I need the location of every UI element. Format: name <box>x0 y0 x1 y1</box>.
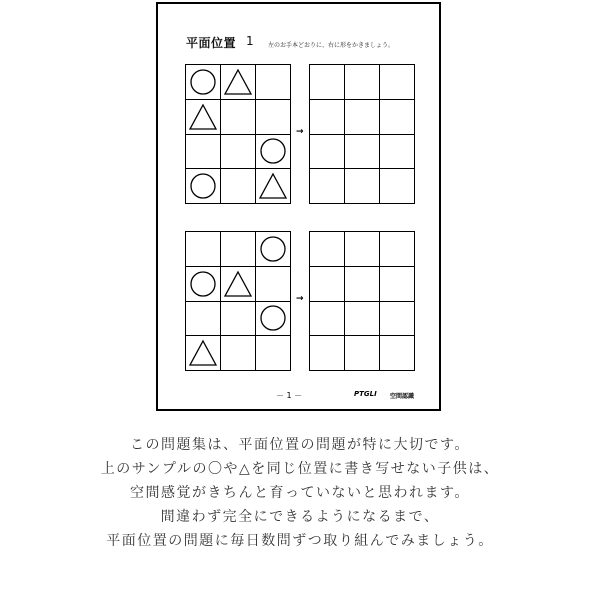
caption-line: 平面位置の問題に毎日数問ずつ取り組んでみましょう。 <box>106 533 494 549</box>
answer-cell[interactable] <box>380 65 415 100</box>
answer-cell[interactable] <box>345 100 380 135</box>
arrow-icon: → <box>296 294 304 304</box>
sample-cell <box>256 232 291 267</box>
circle-icon <box>188 171 218 201</box>
answer-cell[interactable] <box>345 169 380 204</box>
answer-cell[interactable] <box>345 135 380 170</box>
answer-cell[interactable] <box>345 336 380 371</box>
sample-cell <box>186 135 221 170</box>
circle-icon <box>258 303 288 333</box>
answer-cell[interactable] <box>380 232 415 267</box>
sample-cell <box>186 232 221 267</box>
sample-cell <box>221 267 256 302</box>
caption-line: この問題集は、平面位置の問題が特に大切です。 <box>130 437 470 453</box>
page-number: － 1 － <box>276 391 303 400</box>
caption-text <box>0 433 600 553</box>
sample-cell <box>256 169 291 204</box>
caption-line: 空間感覚がきちんと育っていないと思われます。 <box>130 485 470 501</box>
sample-cell <box>221 169 256 204</box>
answer-cell[interactable] <box>345 232 380 267</box>
circle-icon <box>188 269 218 299</box>
sample-cell <box>256 100 291 135</box>
answer-cell[interactable] <box>380 169 415 204</box>
triangle-icon <box>223 67 253 97</box>
sample-cell <box>221 232 256 267</box>
sample-cell <box>186 267 221 302</box>
triangle-icon <box>188 338 218 368</box>
sample-cell <box>186 100 221 135</box>
answer-cell[interactable] <box>345 267 380 302</box>
sample-cell <box>221 135 256 170</box>
answer-cell[interactable] <box>380 302 415 337</box>
sample-cell <box>186 169 221 204</box>
circle-icon <box>258 136 288 166</box>
sample-cell <box>221 302 256 337</box>
series-label: 空間認識 <box>390 393 415 400</box>
sample-cell <box>256 302 291 337</box>
sample-cell <box>221 65 256 100</box>
sample-cell <box>221 100 256 135</box>
caption-line: 上のサンプルの〇や△を同じ位置に書き写せない子供は、 <box>100 461 500 477</box>
sample-cell <box>256 65 291 100</box>
answer-cell[interactable] <box>310 302 345 337</box>
sample-cell <box>186 65 221 100</box>
triangle-icon <box>258 171 288 201</box>
triangle-icon <box>188 102 218 132</box>
answer-grid-1[interactable] <box>309 64 415 204</box>
sample-cell <box>221 336 256 371</box>
brand-logo: PTGLI <box>354 390 377 398</box>
sample-cell <box>186 302 221 337</box>
sample-cell <box>186 336 221 371</box>
answer-cell[interactable] <box>380 267 415 302</box>
triangle-icon <box>223 269 253 299</box>
circle-icon <box>188 67 218 97</box>
arrow-icon: → <box>296 127 304 137</box>
answer-cell[interactable] <box>380 336 415 371</box>
answer-cell[interactable] <box>310 232 345 267</box>
worksheet-number: 1 <box>246 34 254 48</box>
sample-grid-1 <box>185 64 291 204</box>
answer-cell[interactable] <box>310 100 345 135</box>
answer-cell[interactable] <box>380 135 415 170</box>
answer-cell[interactable] <box>345 302 380 337</box>
answer-cell[interactable] <box>380 100 415 135</box>
sample-cell <box>256 267 291 302</box>
worksheet-title: 平面位置 <box>186 36 237 50</box>
sample-grid-2 <box>185 231 291 371</box>
answer-cell[interactable] <box>345 65 380 100</box>
worksheet-instruction: 左のお手本どおりに、右に形をかきましょう。 <box>268 42 395 49</box>
answer-cell[interactable] <box>310 336 345 371</box>
answer-grid-2[interactable] <box>309 231 415 371</box>
answer-cell[interactable] <box>310 267 345 302</box>
circle-icon <box>258 234 288 264</box>
sample-cell <box>256 135 291 170</box>
worksheet-page <box>156 2 441 411</box>
answer-cell[interactable] <box>310 65 345 100</box>
answer-cell[interactable] <box>310 135 345 170</box>
caption-line: 間違わず完全にできるようになるまで、 <box>160 509 440 525</box>
answer-cell[interactable] <box>310 169 345 204</box>
sample-cell <box>256 336 291 371</box>
